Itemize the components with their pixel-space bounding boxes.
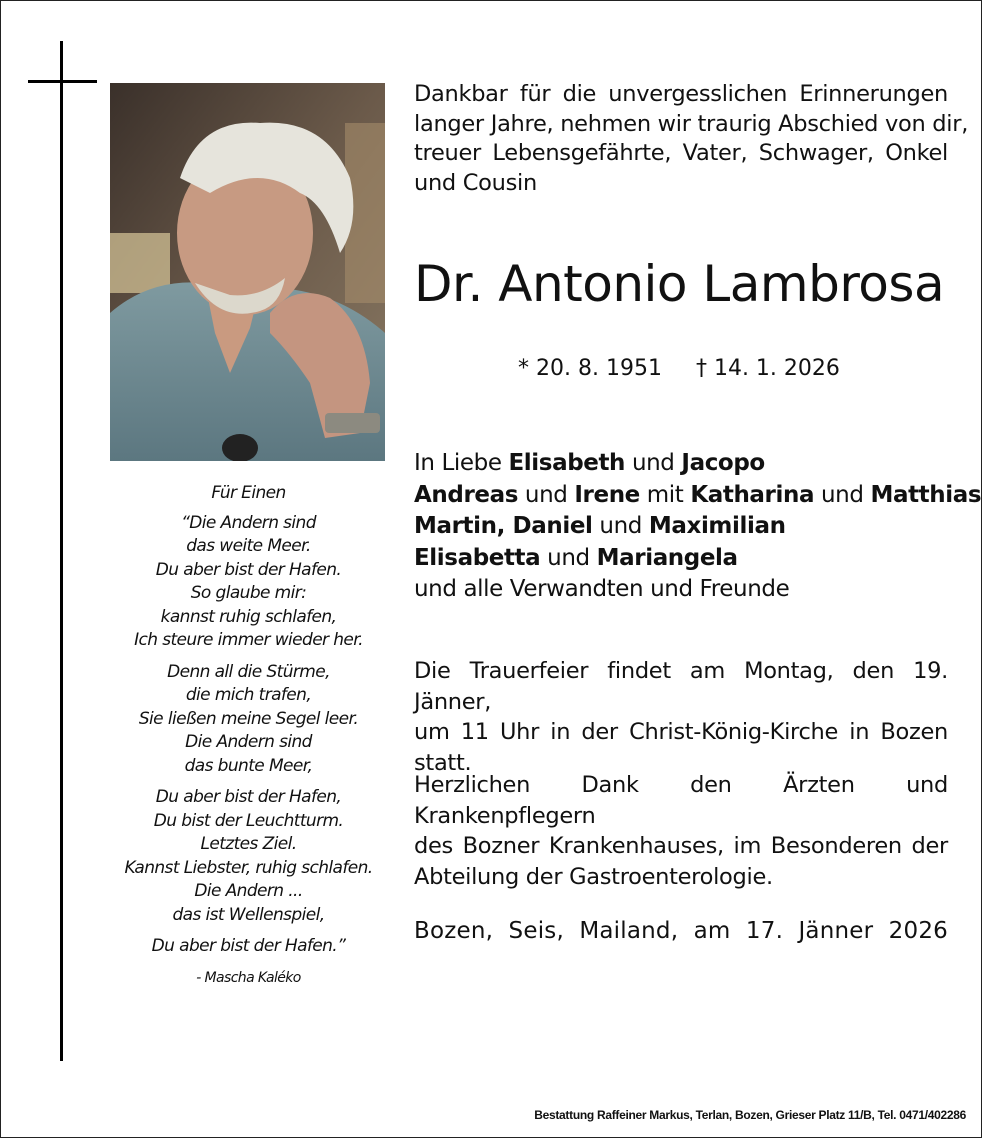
poem-stanza-4 xyxy=(105,935,392,959)
cross-icon-horizontal xyxy=(28,80,97,83)
family-name: Elisabetta xyxy=(414,544,541,571)
family-name: Martin, Daniel xyxy=(414,513,593,539)
service-line: Die Trauerfeier findet am Montag, den 19. Jänner, xyxy=(414,658,948,715)
intro-line: und Cousin xyxy=(414,169,537,196)
poem-line: Letztes Ziel. xyxy=(200,834,297,854)
intro-line: Dankbar für die unvergesslichen Erinnerungen xyxy=(414,81,948,107)
life-dates xyxy=(518,354,840,384)
family-line: und alle Verwandten und Freunde xyxy=(414,576,790,602)
thanks-line: des Bozner Krankenhauses, im Besonderen der xyxy=(414,833,948,859)
poem-line: Denn all die Stürme, xyxy=(167,661,330,682)
poem xyxy=(105,482,392,990)
poem-line: “Die Andern sind xyxy=(181,512,316,533)
service-line: um 11 Uhr in der Christ-König-Kirche in Bozen xyxy=(414,719,948,745)
thanks-line: Abteilung der Gastroenterologie. xyxy=(414,863,773,890)
service-line: statt. xyxy=(414,749,472,776)
poem-stanza-2 xyxy=(105,661,392,779)
family-text: und xyxy=(814,481,871,508)
family-text: In Liebe xyxy=(414,450,509,476)
poem-line: das weite Meer. xyxy=(186,536,311,556)
poem-line: Du aber bist der Hafen, xyxy=(155,787,342,807)
thanks-line: Herzlichen Dank den Ärzten und Krankenpflegern xyxy=(414,772,948,829)
poem-stanza-3 xyxy=(105,786,392,927)
family-name: Elisabeth xyxy=(508,450,626,476)
poem-line: Die Andern sind xyxy=(185,732,312,752)
deceased-name: Dr. Antonio Lambrosa xyxy=(414,255,945,313)
family-text: und xyxy=(625,450,682,476)
poem-line: So glaube mir: xyxy=(190,583,307,603)
poem-line: die mich trafen, xyxy=(185,685,312,705)
family-name: Matthias xyxy=(870,481,982,508)
poem-line: Du aber bist der Hafen.” xyxy=(151,936,346,956)
family-text: mit xyxy=(639,481,691,508)
thanks-text xyxy=(414,770,948,892)
poem-line: das bunte Meer, xyxy=(184,755,313,776)
family-name: Irene xyxy=(574,481,640,508)
family-text: und xyxy=(592,513,649,539)
family-line xyxy=(414,480,982,512)
poem-stanza-1 xyxy=(105,512,392,653)
family-name: Maximilian xyxy=(648,513,786,539)
portrait-illustration xyxy=(110,83,385,461)
poem-line: Kannst Liebster, ruhig schlafen. xyxy=(124,857,373,878)
poem-line: Du bist der Leuchtturm. xyxy=(153,810,344,831)
poem-line: das ist Wellenspiel, xyxy=(172,904,325,925)
poem-author: - Mascha Kaléko xyxy=(196,969,301,986)
funeral-home-footer: Bestattung Raffeiner Markus, Terlan, Bozen, Grieser Platz 11/B, Tel. 0471/402286 xyxy=(534,1108,966,1122)
family-text: und xyxy=(518,481,575,508)
family-line xyxy=(414,511,954,543)
family-name: Mariangela xyxy=(596,544,738,571)
family-name: Jacopo xyxy=(681,450,765,476)
poem-line: kannst ruhig schlafen, xyxy=(160,606,337,627)
poem-line: Ich steure immer wieder her. xyxy=(134,630,363,650)
portrait-photo xyxy=(110,83,385,461)
death-date: † 14. 1. 2026 xyxy=(695,356,840,381)
poem-line: Du aber bist der Hafen. xyxy=(155,559,342,580)
cross-icon-vertical xyxy=(60,41,63,1061)
intro-text xyxy=(414,80,969,198)
family-line xyxy=(414,448,954,480)
intro-line: langer Jahre, nehmen wir traurig Abschied von dir, xyxy=(414,110,969,137)
place-and-date: Bozen, Seis, Mailand, am 17. Jänner 2026 xyxy=(414,918,948,944)
intro-line: treuer Lebensgefährte, Vater, Schwager, Onkel xyxy=(414,140,948,166)
poem-line: Sie ließen meine Segel leer. xyxy=(138,708,359,729)
family-line xyxy=(414,543,954,575)
family-name: Katharina xyxy=(690,481,815,508)
poem-line: Die Andern ... xyxy=(194,881,303,901)
birth-date: * 20. 8. 1951 xyxy=(518,356,662,381)
family-text: und xyxy=(540,544,597,571)
poem-heading: Für Einen xyxy=(211,483,286,503)
family-list xyxy=(414,448,982,606)
funeral-service-text xyxy=(414,656,948,778)
family-name: Andreas xyxy=(414,481,518,508)
